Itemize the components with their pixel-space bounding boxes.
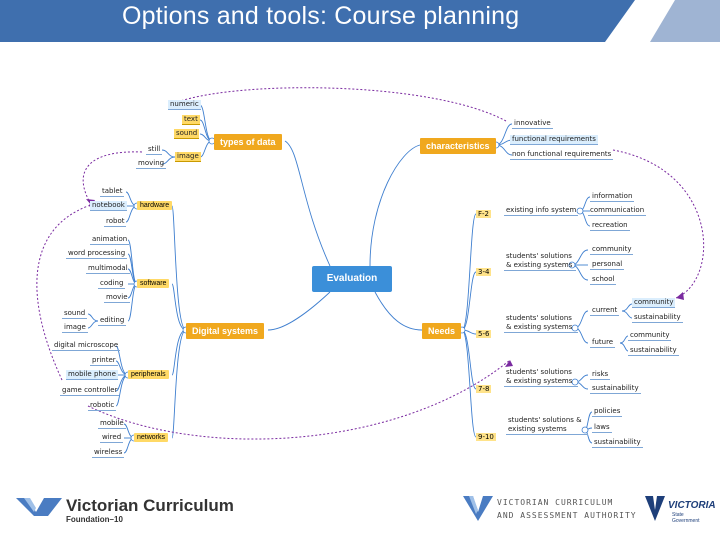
vcaa-line-2: AND ASSESSMENT AUTHORITY [497, 511, 637, 520]
central-node-evaluation[interactable]: Evaluation [312, 266, 392, 292]
node-numeric[interactable]: numeric [170, 100, 199, 108]
node-community-34[interactable]: community [592, 245, 632, 253]
node-current[interactable]: current [592, 306, 618, 314]
node-peripherals[interactable]: peripherals [128, 370, 169, 379]
node-information[interactable]: information [592, 192, 633, 200]
victoria-sub-2: Government [672, 518, 700, 524]
node-sound-sw[interactable]: sound [64, 309, 86, 317]
victoria-label: VICTORIA [668, 500, 716, 511]
node-mobile[interactable]: mobile [100, 419, 124, 427]
node-recreation[interactable]: recreation [592, 221, 628, 229]
node-non-functional-requirements[interactable]: non functional requirements [512, 150, 612, 158]
node-communication[interactable]: communication [590, 206, 645, 214]
vcaa-logo-icon [463, 494, 493, 522]
node-students-solutions-34[interactable]: students' solutions & existing systems [504, 252, 576, 271]
node-text[interactable]: text [184, 115, 198, 123]
node-sustainability-future[interactable]: sustainability [630, 346, 677, 354]
node-sound[interactable]: sound [176, 129, 198, 137]
node-school[interactable]: school [592, 275, 615, 283]
node-students-solutions-78[interactable]: students' solutions & existing systems [504, 368, 578, 387]
node-innovative[interactable]: innovative [514, 119, 551, 127]
node-sustainability-910[interactable]: sustainability [594, 438, 641, 446]
vc-title: Victorian Curriculum [66, 496, 234, 515]
node-laws[interactable]: laws [594, 423, 610, 431]
node-community-current[interactable]: community [634, 298, 674, 306]
node-networks[interactable]: networks [134, 433, 168, 442]
node-community-future[interactable]: community [630, 331, 670, 339]
node-sustainability-current[interactable]: sustainability [634, 313, 681, 321]
node-existing-info-system[interactable]: existing info system [506, 206, 577, 214]
node-wired[interactable]: wired [102, 433, 122, 441]
node-software[interactable]: software [137, 279, 169, 288]
node-policies[interactable]: policies [594, 407, 621, 415]
node-wireless[interactable]: wireless [94, 448, 123, 456]
branch-characteristics[interactable]: characteristics [420, 138, 496, 154]
node-personal[interactable]: personal [592, 260, 623, 268]
branch-needs[interactable]: Needs [422, 323, 461, 339]
node-digital-microscope[interactable]: digital microscope [54, 341, 119, 349]
node-moving[interactable]: moving [138, 159, 165, 167]
node-image-sw[interactable]: image [64, 323, 86, 331]
node-students-solutions-56[interactable]: students' solutions & existing systems [504, 314, 578, 333]
year-3-4: 3-4 [478, 268, 490, 276]
node-printer[interactable]: printer [92, 356, 116, 364]
victoria-logo-icon [643, 494, 667, 522]
vc-logo-icon [16, 496, 62, 518]
page-title: Options and tools: Course planning [122, 2, 520, 30]
node-coding[interactable]: coding [100, 279, 124, 287]
node-robot[interactable]: robot [106, 217, 125, 225]
branch-types-of-data[interactable]: types of data [214, 134, 282, 150]
year-5-6: 5-6 [478, 330, 490, 338]
node-future[interactable]: future [592, 338, 614, 346]
victoria-sub-1: State [672, 512, 684, 518]
node-multimodal[interactable]: multimodal [88, 264, 128, 272]
node-functional-requirements[interactable]: functional requirements [512, 135, 596, 143]
node-editing[interactable]: editing [100, 316, 125, 324]
node-notebook[interactable]: notebook [92, 201, 125, 209]
node-robotic[interactable]: robotic [90, 401, 115, 409]
node-mobile-phone[interactable]: mobile phone [68, 370, 116, 378]
vcaa-line-1: VICTORIAN CURRICULUM [497, 498, 614, 507]
node-image[interactable]: image [177, 152, 199, 160]
year-7-8: 7-8 [478, 385, 490, 393]
node-animation[interactable]: animation [92, 235, 128, 243]
node-students-solutions-910[interactable]: students' solutions & existing systems [506, 416, 588, 435]
year-f-2: F-2 [478, 210, 490, 218]
branch-digital-systems[interactable]: Digital systems [186, 323, 264, 339]
node-hardware[interactable]: hardware [137, 201, 172, 210]
node-tablet[interactable]: tablet [102, 187, 123, 195]
node-word-processing[interactable]: word processing [68, 249, 126, 257]
node-movie[interactable]: movie [106, 293, 128, 301]
year-9-10: 9-10 [478, 433, 494, 441]
node-sustainability-78[interactable]: sustainability [592, 384, 639, 392]
vc-subtitle: Foundation–10 [66, 515, 123, 524]
node-risks[interactable]: risks [592, 370, 609, 378]
node-game-controller[interactable]: game controller [62, 386, 118, 394]
node-still[interactable]: still [148, 145, 161, 153]
